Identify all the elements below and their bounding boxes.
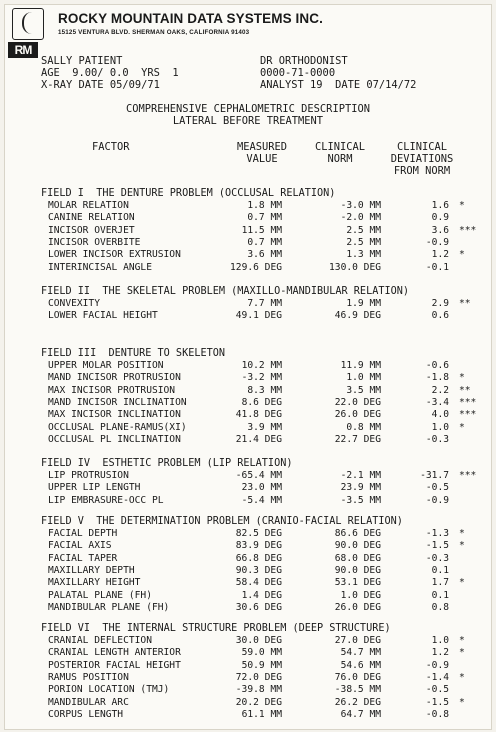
deviation-cell: -0.1	[425, 261, 449, 273]
table-row	[0, 360, 496, 371]
company-logo-icon	[12, 8, 44, 40]
significance-stars: *	[459, 528, 465, 539]
clinical-norm-cell: 27.0 DEG	[334, 635, 381, 646]
factor-cell: MAX INCISOR PROTRUSION	[48, 384, 176, 396]
table-row	[0, 684, 496, 695]
table-row	[0, 422, 496, 433]
table-row	[0, 577, 496, 588]
significance-stars: ***	[459, 409, 477, 421]
factor-cell: FACIAL DEPTH	[48, 528, 118, 539]
norm-header-line1: CLINICAL	[314, 141, 366, 153]
measured-value-cell: -3.2 MM	[241, 372, 282, 384]
clinical-norm-cell: 26.0 DEG	[334, 409, 381, 421]
report-title: COMPREHENSIVE CEPHALOMETRIC DESCRIPTION	[126, 103, 370, 115]
table-row	[0, 482, 496, 493]
clinical-norm-cell: 54.7 MM	[340, 647, 381, 659]
measured-value-cell: 1.4 DEG	[241, 589, 282, 601]
factor-cell: MANDIBULAR PLANE (FH)	[48, 601, 170, 613]
measured-value-cell: 10.2 MM	[241, 360, 282, 371]
xray-date: X-RAY DATE 05/09/71	[41, 79, 160, 91]
factor-cell: PALATAL PLANE (FH)	[48, 589, 152, 601]
table-row	[0, 409, 496, 420]
clinical-norm-cell: -38.5 MM	[334, 684, 381, 696]
significance-stars: *	[459, 671, 465, 683]
table-row	[0, 237, 496, 248]
deviation-cell: -0.9	[425, 494, 449, 506]
deviation-cell: -0.5	[425, 684, 449, 696]
table-row	[0, 298, 496, 309]
table-row	[0, 310, 496, 321]
table-row	[0, 397, 496, 408]
measured-value-cell: 83.9 DEG	[235, 540, 282, 552]
measured-value-cell: 90.3 DEG	[235, 564, 282, 576]
measured-value-cell: 49.1 DEG	[235, 310, 282, 322]
clinical-norm-cell: 23.9 MM	[340, 482, 381, 494]
deviation-cell: 1.2	[431, 647, 449, 659]
deviation-cell: 0.1	[431, 564, 449, 576]
dev-header-line2: DEVIATIONS	[390, 153, 454, 165]
table-row	[0, 697, 496, 708]
factor-cell: MAXILLARY HEIGHT	[48, 577, 141, 589]
deviation-cell: 0.9	[431, 212, 449, 224]
significance-stars: *	[459, 421, 465, 433]
factor-cell: LOWER INCISOR EXTRUSION	[48, 249, 181, 261]
measured-value-cell: 66.8 DEG	[235, 552, 282, 564]
factor-cell: UPPER MOLAR POSITION	[48, 360, 164, 371]
table-row	[0, 528, 496, 539]
column-header-norm	[304, 141, 376, 165]
table-row	[0, 200, 496, 211]
significance-stars: *	[459, 696, 465, 708]
significance-stars: ***	[459, 224, 477, 236]
clinical-norm-cell: 46.9 DEG	[334, 310, 381, 322]
column-header-deviations	[380, 141, 464, 177]
significance-stars: *	[459, 647, 465, 659]
table-row	[0, 225, 496, 236]
clinical-norm-cell: 86.6 DEG	[334, 528, 381, 539]
deviation-cell: -0.3	[425, 433, 449, 445]
table-row	[0, 660, 496, 671]
field-title: FIELD VI THE INTERNAL STRUCTURE PROBLEM (DEEP STRUCTURE)	[41, 623, 391, 634]
significance-stars: *	[459, 372, 465, 384]
factor-cell: CORPUS LENGTH	[48, 708, 124, 720]
measured-value-cell: 41.8 DEG	[235, 409, 282, 421]
factor-cell: INTERINCISAL ANGLE	[48, 261, 152, 273]
factor-cell: MAND INCISOR INCLINATION	[48, 396, 187, 408]
deviation-cell: 1.7	[431, 577, 449, 589]
table-row	[0, 372, 496, 383]
table-row	[0, 470, 496, 481]
clinical-norm-cell: 2.5 MM	[346, 224, 381, 236]
table-row	[0, 672, 496, 683]
significance-stars: *	[459, 577, 465, 589]
measured-value-cell: 0.7 MM	[247, 236, 282, 248]
factor-cell: MAXILLARY DEPTH	[48, 564, 135, 576]
measured-value-cell: 7.7 MM	[247, 298, 282, 309]
clinical-norm-cell: 0.8 MM	[346, 421, 381, 433]
factor-cell: MAX INCISOR INCLINATION	[48, 409, 181, 421]
significance-stars: *	[459, 635, 465, 646]
deviation-cell: -0.5	[425, 482, 449, 494]
measured-value-cell: 50.9 MM	[241, 659, 282, 671]
factor-cell: INCISOR OVERJET	[48, 224, 135, 236]
deviation-cell: -0.3	[425, 552, 449, 564]
clinical-norm-cell: 76.0 DEG	[334, 671, 381, 683]
deviation-cell: -1.5	[425, 696, 449, 708]
factor-cell: POSTERIOR FACIAL HEIGHT	[48, 659, 181, 671]
factor-cell: CANINE RELATION	[48, 212, 135, 224]
measured-value-cell: 11.5 MM	[241, 224, 282, 236]
deviation-cell: 0.8	[431, 601, 449, 613]
clinical-norm-cell: 2.5 MM	[346, 236, 381, 248]
deviation-cell: 1.0	[431, 635, 449, 646]
clinical-norm-cell: 64.7 MM	[340, 708, 381, 720]
field-title: FIELD IV ESTHETIC PROBLEM (LIP RELATION)	[41, 458, 293, 469]
clinical-norm-cell: 90.0 DEG	[334, 540, 381, 552]
measured-value-cell: -5.4 MM	[241, 494, 282, 506]
clinical-norm-cell: 90.0 DEG	[334, 564, 381, 576]
clinical-norm-cell: 53.1 DEG	[334, 577, 381, 589]
clinical-norm-cell: 3.5 MM	[346, 384, 381, 396]
clinical-norm-cell: 26.0 DEG	[334, 601, 381, 613]
measured-value-cell: 1.8 MM	[247, 200, 282, 211]
significance-stars: *	[459, 249, 465, 261]
clinical-norm-cell: -3.0 MM	[340, 200, 381, 211]
deviation-cell: 3.6	[431, 224, 449, 236]
measured-value-cell: 8.3 MM	[247, 384, 282, 396]
patient-id: 0000-71-0000	[260, 67, 336, 79]
deviation-cell: 0.6	[431, 310, 449, 322]
significance-stars: ***	[459, 470, 477, 481]
table-row	[0, 635, 496, 646]
deviation-cell: 1.0	[431, 421, 449, 433]
table-row	[0, 709, 496, 720]
deviation-cell: 2.9	[431, 298, 449, 309]
measured-value-cell: 8.6 DEG	[241, 396, 282, 408]
clinical-norm-cell: -2.1 MM	[340, 470, 381, 481]
measured-value-cell: -39.8 MM	[235, 684, 282, 696]
measured-value-cell: 61.1 MM	[241, 708, 282, 720]
clinical-norm-cell: 1.3 MM	[346, 249, 381, 261]
table-row	[0, 495, 496, 506]
factor-cell: RAMUS POSITION	[48, 671, 129, 683]
measured-value-cell: 30.0 DEG	[235, 635, 282, 646]
table-row	[0, 262, 496, 273]
measured-value-cell: 72.0 DEG	[235, 671, 282, 683]
deviation-cell: -0.9	[425, 236, 449, 248]
norm-header-line2: NORM	[327, 153, 353, 165]
clinical-norm-cell: 130.0 DEG	[329, 261, 381, 273]
clinical-norm-cell: 22.0 DEG	[334, 396, 381, 408]
measured-value-cell: 20.2 DEG	[235, 696, 282, 708]
table-row	[0, 565, 496, 576]
factor-cell: MAND INCISOR PROTRUSION	[48, 372, 181, 384]
clinical-norm-cell: -3.5 MM	[340, 494, 381, 506]
factor-cell: MANDIBULAR ARC	[48, 696, 129, 708]
patient-name: SALLY PATIENT	[41, 55, 123, 67]
company-name: ROCKY MOUNTAIN DATA SYSTEMS INC.	[58, 11, 323, 26]
dev-header-line3: FROM NORM	[393, 165, 451, 177]
measured-value-cell: -65.4 MM	[235, 470, 282, 481]
field-title: FIELD I THE DENTURE PROBLEM (OCCLUSAL RELATION)	[41, 188, 336, 199]
clinical-norm-cell: 68.0 DEG	[334, 552, 381, 564]
factor-cell: FACIAL AXIS	[48, 540, 112, 552]
company-logo-mark: RM	[8, 42, 38, 58]
deviation-cell: 2.2	[431, 384, 449, 396]
deviation-cell: -1.4	[425, 671, 449, 683]
table-row	[0, 590, 496, 601]
table-row	[0, 647, 496, 658]
patient-age: AGE 9.00/ 0.0 YRS 1	[41, 67, 179, 79]
measured-value-cell: 82.5 DEG	[235, 528, 282, 539]
measured-value-cell: 129.6 DEG	[230, 261, 282, 273]
measured-value-cell: 3.6 MM	[247, 249, 282, 261]
factor-cell: OCCLUSAL PL INCLINATION	[48, 433, 181, 445]
factor-cell: MOLAR RELATION	[48, 200, 129, 211]
deviation-cell: -0.8	[425, 708, 449, 720]
clinical-norm-cell: 1.0 DEG	[340, 589, 381, 601]
field-title: FIELD V THE DETERMINATION PROBLEM (CRANIO-FACIAL RELATION)	[41, 516, 403, 527]
deviation-cell: -0.6	[425, 360, 449, 371]
deviation-cell: -31.7	[420, 470, 449, 481]
deviation-cell: -1.8	[425, 372, 449, 384]
table-row	[0, 249, 496, 260]
factor-cell: PORION LOCATION (TMJ)	[48, 684, 170, 696]
deviation-cell: 0.1	[431, 589, 449, 601]
factor-cell: UPPER LIP LENGTH	[48, 482, 141, 494]
deviation-cell: -3.4	[425, 396, 449, 408]
significance-stars: **	[459, 298, 471, 309]
company-address: 15125 VENTURA BLVD. SHERMAN OAKS, CALIFORNIA 91403	[58, 29, 250, 36]
factor-cell: OCCLUSAL PLANE-RAMUS(XI)	[48, 421, 187, 433]
measured-header-line2: VALUE	[246, 153, 278, 165]
measured-value-cell: 30.6 DEG	[235, 601, 282, 613]
deviation-cell: 1.6	[431, 200, 449, 211]
report-subtitle: LATERAL BEFORE TREATMENT	[172, 115, 324, 127]
factor-cell: CONVEXITY	[48, 298, 100, 309]
factor-cell: LOWER FACIAL HEIGHT	[48, 310, 158, 322]
measured-value-cell: 59.0 MM	[241, 647, 282, 659]
clinical-norm-cell: 26.2 DEG	[334, 696, 381, 708]
column-header-factor: FACTOR	[92, 141, 130, 153]
field-title: FIELD II THE SKELETAL PROBLEM (MAXILLO-MANDIBULAR RELATION)	[41, 286, 410, 297]
measured-value-cell: 58.4 DEG	[235, 577, 282, 589]
dev-header-line1: CLINICAL	[396, 141, 448, 153]
measured-value-cell: 21.4 DEG	[235, 433, 282, 445]
deviation-cell: 1.2	[431, 249, 449, 261]
table-row	[0, 385, 496, 396]
table-row	[0, 602, 496, 613]
significance-stars: *	[459, 200, 465, 211]
clinical-norm-cell: 1.0 MM	[346, 372, 381, 384]
clinical-norm-cell: -2.0 MM	[340, 212, 381, 224]
significance-stars: *	[459, 540, 465, 552]
clinical-norm-cell: 11.9 MM	[340, 360, 381, 371]
measured-value-cell: 3.9 MM	[247, 421, 282, 433]
significance-stars: ***	[459, 396, 477, 408]
deviation-cell: -1.5	[425, 540, 449, 552]
clinical-norm-cell: 22.7 DEG	[334, 433, 381, 445]
table-row	[0, 434, 496, 445]
deviation-cell: 4.0	[431, 409, 449, 421]
factor-cell: CRANIAL LENGTH ANTERIOR	[48, 647, 181, 659]
table-row	[0, 212, 496, 223]
factor-cell: CRANIAL DEFLECTION	[48, 635, 152, 646]
doctor-name: DR ORTHODONIST	[260, 55, 348, 67]
deviation-cell: -0.9	[425, 659, 449, 671]
clinical-norm-cell: 54.6 MM	[340, 659, 381, 671]
field-title: FIELD III DENTURE TO SKELETON	[41, 348, 226, 359]
deviation-cell: -1.3	[425, 528, 449, 539]
clinical-norm-cell: 1.9 MM	[346, 298, 381, 309]
measured-value-cell: 23.0 MM	[241, 482, 282, 494]
measured-header-line1: MEASURED	[236, 141, 288, 153]
significance-stars: **	[459, 384, 471, 396]
column-header-measured	[222, 141, 302, 165]
measured-value-cell: 0.7 MM	[247, 212, 282, 224]
factor-cell: LIP PROTRUSION	[48, 470, 129, 481]
table-row	[0, 540, 496, 551]
analyst-date: ANALYST 19 DATE 07/14/72	[260, 79, 417, 91]
factor-cell: INCISOR OVERBITE	[48, 236, 141, 248]
factor-cell: FACIAL TAPER	[48, 552, 118, 564]
factor-cell: LIP EMBRASURE-OCC PL	[48, 494, 164, 506]
table-row	[0, 553, 496, 564]
